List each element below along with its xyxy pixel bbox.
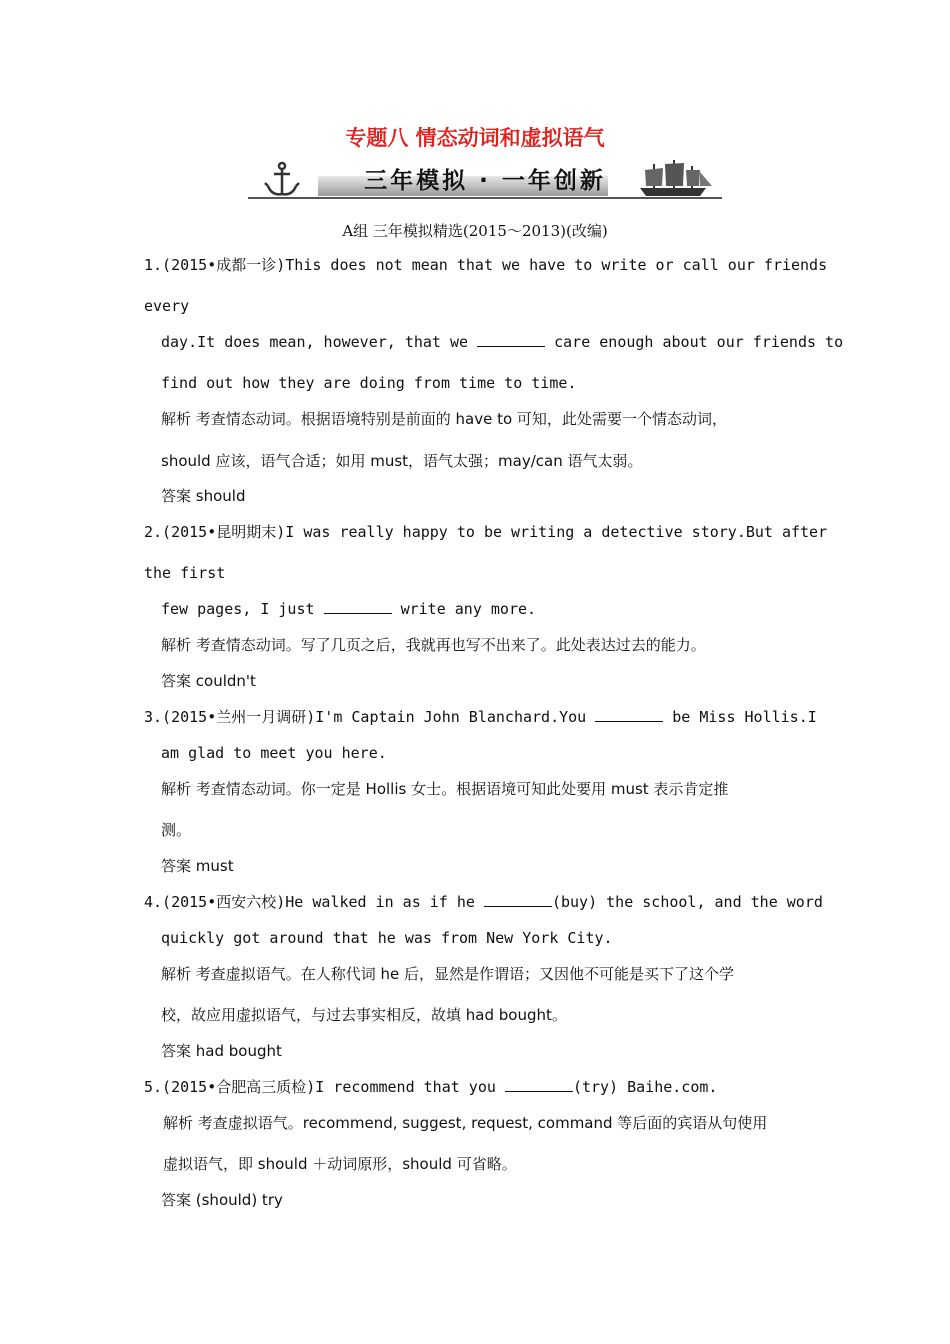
q5-line1-text-a: 5.(2015•合肥高三质检)I recommend that you [144,1078,505,1096]
q1-line3-text-b: care enough about our friends to [545,333,844,351]
q5-analysis-2: 虚拟语气，即 should ＋动词原形，should 可省略。 [163,1155,517,1173]
q1-line2: every [144,297,190,315]
q3-line2: am glad to meet you here. [161,744,387,762]
q5-answer: 答案 (should) try [161,1191,283,1209]
q3-line1-text-b: be Miss Hollis.I [663,708,817,726]
q3-analysis-2: 测。 [161,821,192,839]
q3-line1 [144,707,817,727]
q1-analysis-2: should 应该，语气合适；如用 must，语气太强；may/can 语气太弱。 [161,452,643,470]
q4-line1 [144,892,823,912]
q1-line3-text-a: day.It does mean, however, that we [161,333,478,351]
q1-analysis-1: 解析 考查情态动词。根据语境特别是前面的 have to 可知，此处需要一个情态动词， [161,410,727,428]
q2-line3 [161,599,536,619]
q4-answer: 答案 had bought [161,1042,282,1060]
q3-analysis-1: 解析 考查情态动词。你一定是 Hollis 女士。根据语境可知此处要用 must 表示肯定推 [161,780,729,798]
q2-analysis-1: 解析 考查情态动词。写了几页之后，我就再也写不出来了。此处表达过去的能力。 [161,636,706,654]
page-title: 专题八 情态动词和虚拟语气 [345,126,605,150]
banner-text: 三年模拟 · 一年创新 [364,168,606,194]
q5-analysis-1: 解析 考查虚拟语气。recommend, suggest, request, command 等后面的宾语从句使用 [163,1114,768,1132]
q2-blank [324,599,392,614]
q4-line1-text-a: 4.(2015•西安六校)He walked in as if he [144,893,484,911]
q1-blank [477,332,545,347]
q1-line1: 1.(2015•成都一诊)This does not mean that we have to write or call our friends [144,256,828,274]
q2-line3-text-b: write any more. [391,600,537,618]
q1-answer: 答案 should [161,487,246,505]
q5-blank [505,1077,573,1092]
q3-answer: 答案 must [161,857,234,875]
banner [248,158,722,202]
q4-blank [484,892,552,907]
q2-answer: 答案 couldn't [161,672,256,690]
q4-line1-text-b: (buy) the school, and the word [551,893,823,911]
group-title: A组 三年模拟精选(2015～2013)(改编) [342,222,608,240]
q3-blank [595,707,663,722]
q1-line3 [161,332,843,352]
q1-line4: find out how they are doing from time to time. [161,374,577,392]
q5-line1 [144,1077,717,1097]
q4-analysis-2: 校，故应用虚拟语气，与过去事实相反，故填 had bought。 [161,1006,567,1024]
q5-line1-text-b: (try) Baihe.com. [572,1078,718,1096]
q2-line1: 2.(2015•昆明期末)I was really happy to be writing a detective story.But after [144,523,828,541]
q2-line3-text-a: few pages, I just [161,600,324,618]
q3-line1-text-a: 3.(2015•兰州一月调研)I'm Captain John Blanchard.You [144,708,596,726]
q2-line2: the first [144,564,226,582]
q4-line2: quickly got around that he was from New York City. [161,929,613,947]
q4-analysis-1: 解析 考查虚拟语气。在人称代词 he 后，显然是作谓语；又因他不可能是买下了这个学 [161,965,735,983]
